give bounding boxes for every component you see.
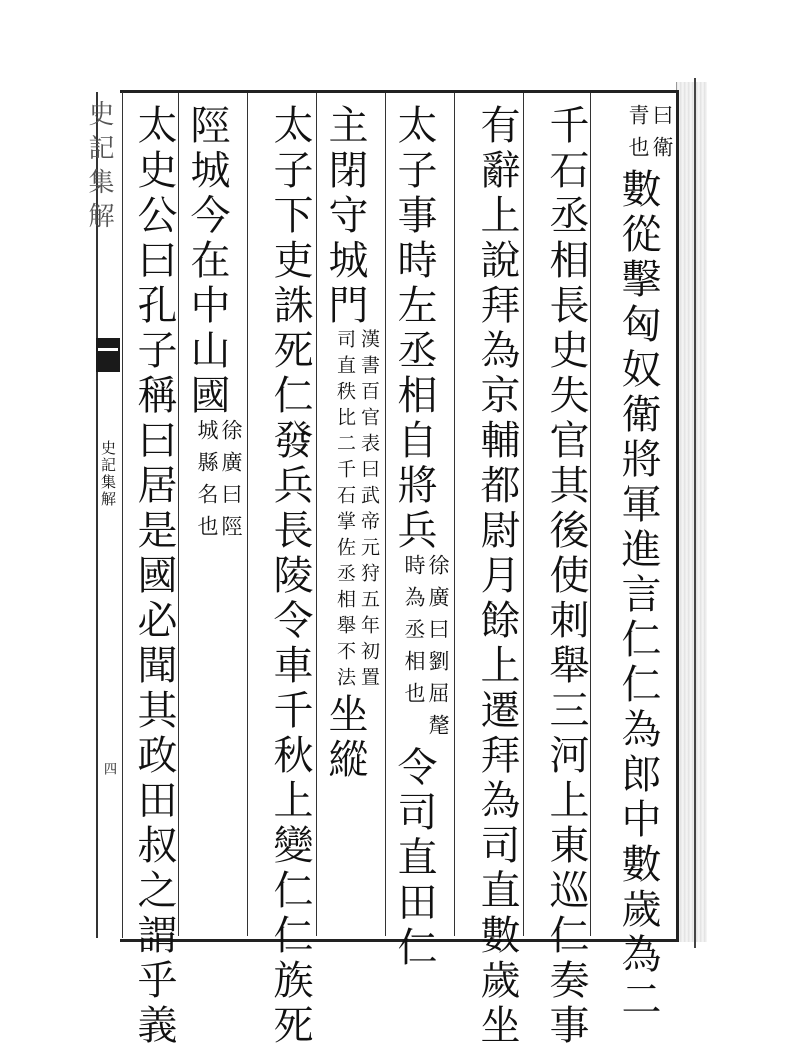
commentary-note [626, 104, 674, 168]
main-text: 陘城今在中山國 [184, 104, 230, 419]
text-column-4 [390, 104, 450, 971]
note-line-left: 司直秩比二千石掌佐丞相舉不法 [334, 329, 356, 693]
main-text: 令司直田仁 [391, 746, 437, 971]
text-column-2 [528, 104, 589, 1049]
column-rule [247, 93, 248, 936]
note-line-left: 城縣名也 [195, 419, 219, 547]
column-rule [316, 93, 317, 936]
main-text: 有辭上說拜為京輔都尉月餘上遷拜為司直數歲坐 [474, 104, 520, 1049]
binding-line [694, 78, 696, 948]
main-text: 太史公曰孔子稱曰居是國必聞其政田叔之謂乎義 [131, 104, 177, 1049]
note-line-left: 青也 [626, 104, 650, 168]
text-column-5 [321, 104, 381, 934]
text-column-7 [183, 104, 243, 934]
page-binding-edge [676, 82, 707, 942]
commentary-note [195, 419, 243, 547]
main-text: 太子事時左丞相自將兵 [391, 104, 437, 554]
main-text: 千石丞相長史失官其後使刺舉三河上東巡仁奏事 [543, 104, 589, 1049]
main-text: 坐縱 [322, 693, 368, 783]
column-rule [523, 93, 524, 936]
note-line-right: 曰衛 [650, 104, 674, 168]
commentary-note [333, 329, 381, 693]
column-rule [454, 93, 455, 936]
main-text: 數從擊匈奴衛將軍進言仁仁為郎中數歲為二 [615, 168, 661, 1023]
commentary-note [402, 554, 450, 746]
text-column-1 [596, 104, 674, 1023]
text-column-3 [459, 104, 520, 1049]
cut-title: 史記集解 [84, 100, 114, 236]
folio-number: 四 [101, 762, 116, 775]
note-line-left: 時為丞相也 [402, 554, 426, 714]
note-line-right: 徐廣曰陘 [219, 419, 243, 547]
fish-tail-mark [96, 338, 120, 372]
column-rule [385, 93, 386, 936]
main-text: 主閉守城門 [322, 104, 368, 329]
note-line-right: 漢書百官表曰武帝元狩五年初置 [358, 329, 380, 693]
column-rule [178, 93, 179, 936]
main-text: 太子下吏誅死仁發兵長陵令車千秋上變仁仁族死 [267, 104, 313, 1049]
note-line-right: 徐廣曰劉屈氂 [426, 554, 450, 746]
text-column-6 [252, 104, 313, 1049]
book-title: 史記集解 [99, 440, 117, 508]
text-column-8 [122, 104, 177, 1049]
column-rule [590, 93, 591, 936]
